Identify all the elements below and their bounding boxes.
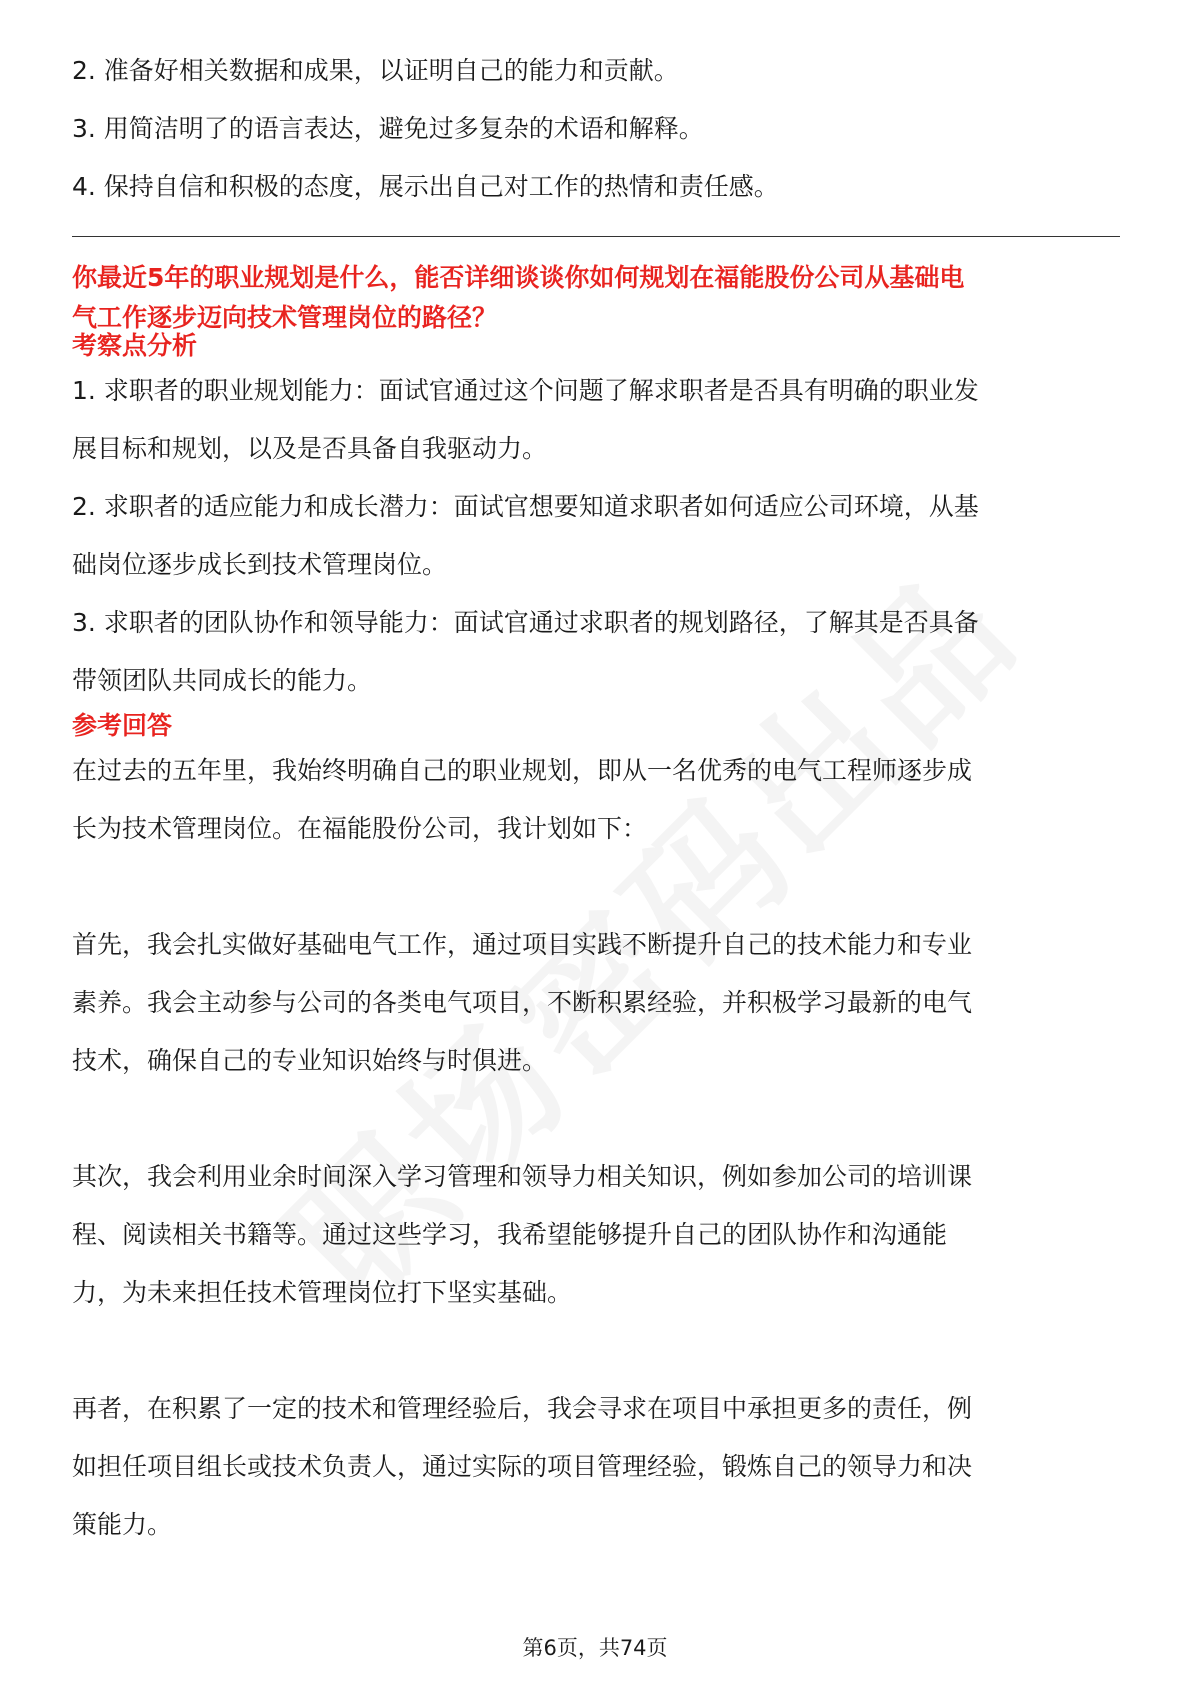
list-item: 2. 准备好相关数据和成果，以证明自己的能力和贡献。 bbox=[72, 56, 679, 85]
answer-line: 如担任项目组长或技术负责人，通过实际的项目管理经验，锻炼自己的领导力和决 bbox=[72, 1452, 973, 1481]
answer-line: 再者，在积累了一定的技术和管理经验后，我会寻求在项目中承担更多的责任，例 bbox=[72, 1394, 973, 1423]
list-item: 3. 用简洁明了的语言表达，避免过多复杂的术语和解释。 bbox=[72, 114, 704, 143]
answer-line: 力，为未来担任技术管理岗位打下坚实基础。 bbox=[72, 1278, 573, 1307]
analysis-line: 展目标和规划，以及是否具备自我驱动力。 bbox=[72, 434, 548, 463]
section-divider bbox=[72, 236, 1120, 237]
analysis-line: 3. 求职者的团队协作和领导能力：面试官通过求职者的规划路径，了解其是否具备 bbox=[72, 608, 979, 637]
analysis-line: 1. 求职者的职业规划能力：面试官通过这个问题了解求职者是否具有明确的职业发 bbox=[72, 376, 979, 405]
analysis-line: 础岗位逐步成长到技术管理岗位。 bbox=[72, 550, 448, 579]
question-line: 你最近5年的职业规划是什么，能否详细谈谈你如何规划在福能股份公司从基础电 bbox=[72, 263, 965, 292]
question-line: 气工作逐步迈向技术管理岗位的路径？ bbox=[72, 303, 498, 332]
answer-heading: 参考回答 bbox=[72, 711, 173, 740]
answer-line: 在过去的五年里，我始终明确自己的职业规划，即从一名优秀的电气工程师逐步成 bbox=[72, 756, 973, 785]
analysis-line: 带领团队共同成长的能力。 bbox=[72, 666, 373, 695]
answer-body bbox=[72, 742, 972, 1554]
answer-line: 程、阅读相关书籍等。通过这些学习，我希望能够提升自己的团队协作和沟通能 bbox=[72, 1220, 948, 1249]
analysis-body bbox=[72, 362, 979, 710]
analysis-heading: 考察点分析 bbox=[72, 331, 198, 360]
answer-line: 策能力。 bbox=[72, 1510, 173, 1539]
answer-line: 其次，我会利用业余时间深入学习管理和领导力相关知识，例如参加公司的培训课 bbox=[72, 1162, 973, 1191]
analysis-line: 2. 求职者的适应能力和成长潜力：面试官想要知道求职者如何适应公司环境，从基 bbox=[72, 492, 979, 521]
tips-list bbox=[72, 42, 779, 216]
answer-line: 首先，我会扎实做好基础电气工作，通过项目实践不断提升自己的技术能力和专业 bbox=[72, 930, 973, 959]
page-number: 第6页，共74页 bbox=[522, 1636, 668, 1660]
list-item: 4. 保持自信和积极的态度，展示出自己对工作的热情和责任感。 bbox=[72, 172, 779, 201]
answer-line: 技术，确保自己的专业知识始终与时俱进。 bbox=[72, 1046, 548, 1075]
answer-line: 长为技术管理岗位。在福能股份公司，我计划如下： bbox=[72, 814, 648, 843]
question-title bbox=[72, 258, 964, 338]
answer-line: 素养。我会主动参与公司的各类电气项目，不断积累经验，并积极学习最新的电气 bbox=[72, 988, 973, 1017]
